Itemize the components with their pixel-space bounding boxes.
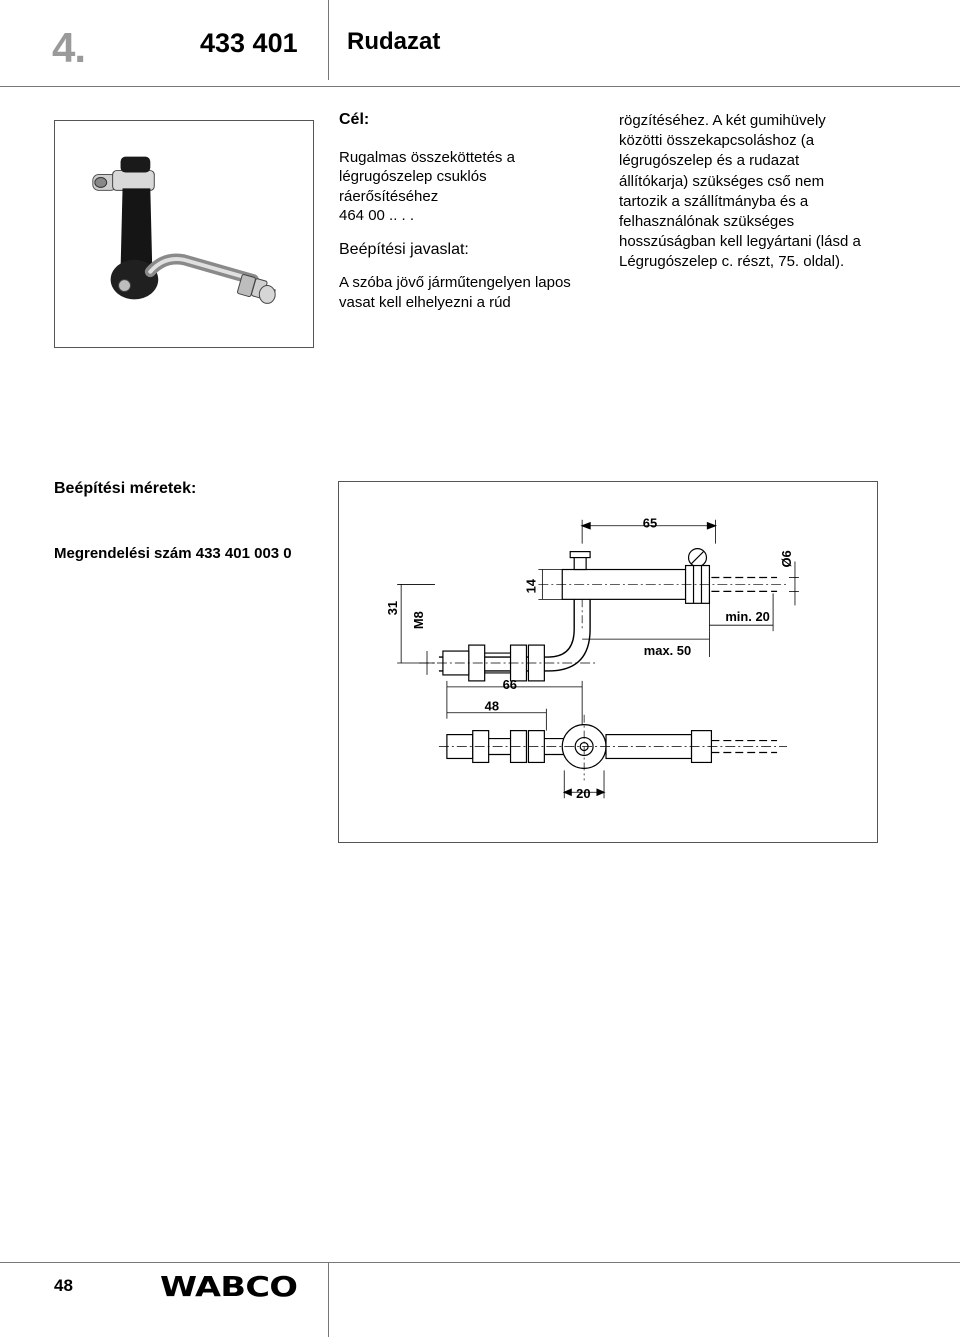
section-label: Beépítési méretek: (54, 480, 197, 497)
dim-d6-label: Ø6 (778, 550, 794, 568)
wabco-logo: WABCO (160, 1270, 298, 1303)
dim-14-label: 14 (523, 579, 539, 594)
body-line: felhasználónak szükséges (619, 213, 795, 231)
goal-line: légrugószelep csuklós (339, 168, 487, 185)
page-number: 48 (54, 1276, 73, 1295)
dim-48-label: 48 (484, 698, 500, 714)
footer-divider (328, 1263, 329, 1337)
dim-65-label: 65 (642, 515, 658, 531)
product-name: Rudazat (347, 28, 441, 55)
body-line: közötti összekapcsoláshoz (a (619, 132, 815, 150)
goal-line: Rugalmas összeköttetés a (339, 148, 515, 166)
text-column-1 (339, 110, 599, 312)
dim-m8-label: M8 (411, 611, 427, 630)
dim-20-label: 20 (576, 786, 591, 802)
text-column-2 (619, 111, 909, 273)
goal-line: 464 00 .. . . (339, 207, 415, 224)
dim-66-label: 66 (502, 676, 517, 692)
install-line: A szóba jövő járműtengelyen lapos (339, 274, 571, 291)
dim-min20-label: min. 20 (725, 609, 770, 625)
install-heading: Beépítési javaslat: (339, 240, 469, 258)
goal-heading: Cél: (339, 111, 370, 128)
body-line: légrugószelep és a rudazat (619, 152, 800, 170)
chapter-number: 4. (52, 24, 86, 71)
dimension-drawing (338, 481, 878, 843)
body-line: hosszúságban kell legyártani (lásd a (619, 233, 861, 251)
goal-line: ráerősítéséhez (339, 187, 439, 205)
dim-max50-label: max. 50 (643, 643, 692, 659)
part-number: 433 401 (200, 28, 298, 58)
install-line: vasat kell elhelyezni a rúd (339, 293, 511, 311)
header-divider (328, 0, 329, 80)
product-photo (54, 120, 314, 348)
body-line: Légrugószelep c. részt, 75. oldal). (619, 253, 845, 271)
body-line: rögzítéséhez. A két gumihüvely (619, 112, 826, 129)
body-line: állítókarja) szükséges cső nem (619, 172, 825, 190)
footer-rule (0, 1262, 960, 1263)
order-number-label: Megrendelési szám 433 401 003 0 (54, 545, 292, 562)
body-line: tartozik a szállítmányba és a (619, 192, 809, 210)
header-rule (0, 86, 960, 87)
dim-31-label: 31 (385, 600, 401, 616)
